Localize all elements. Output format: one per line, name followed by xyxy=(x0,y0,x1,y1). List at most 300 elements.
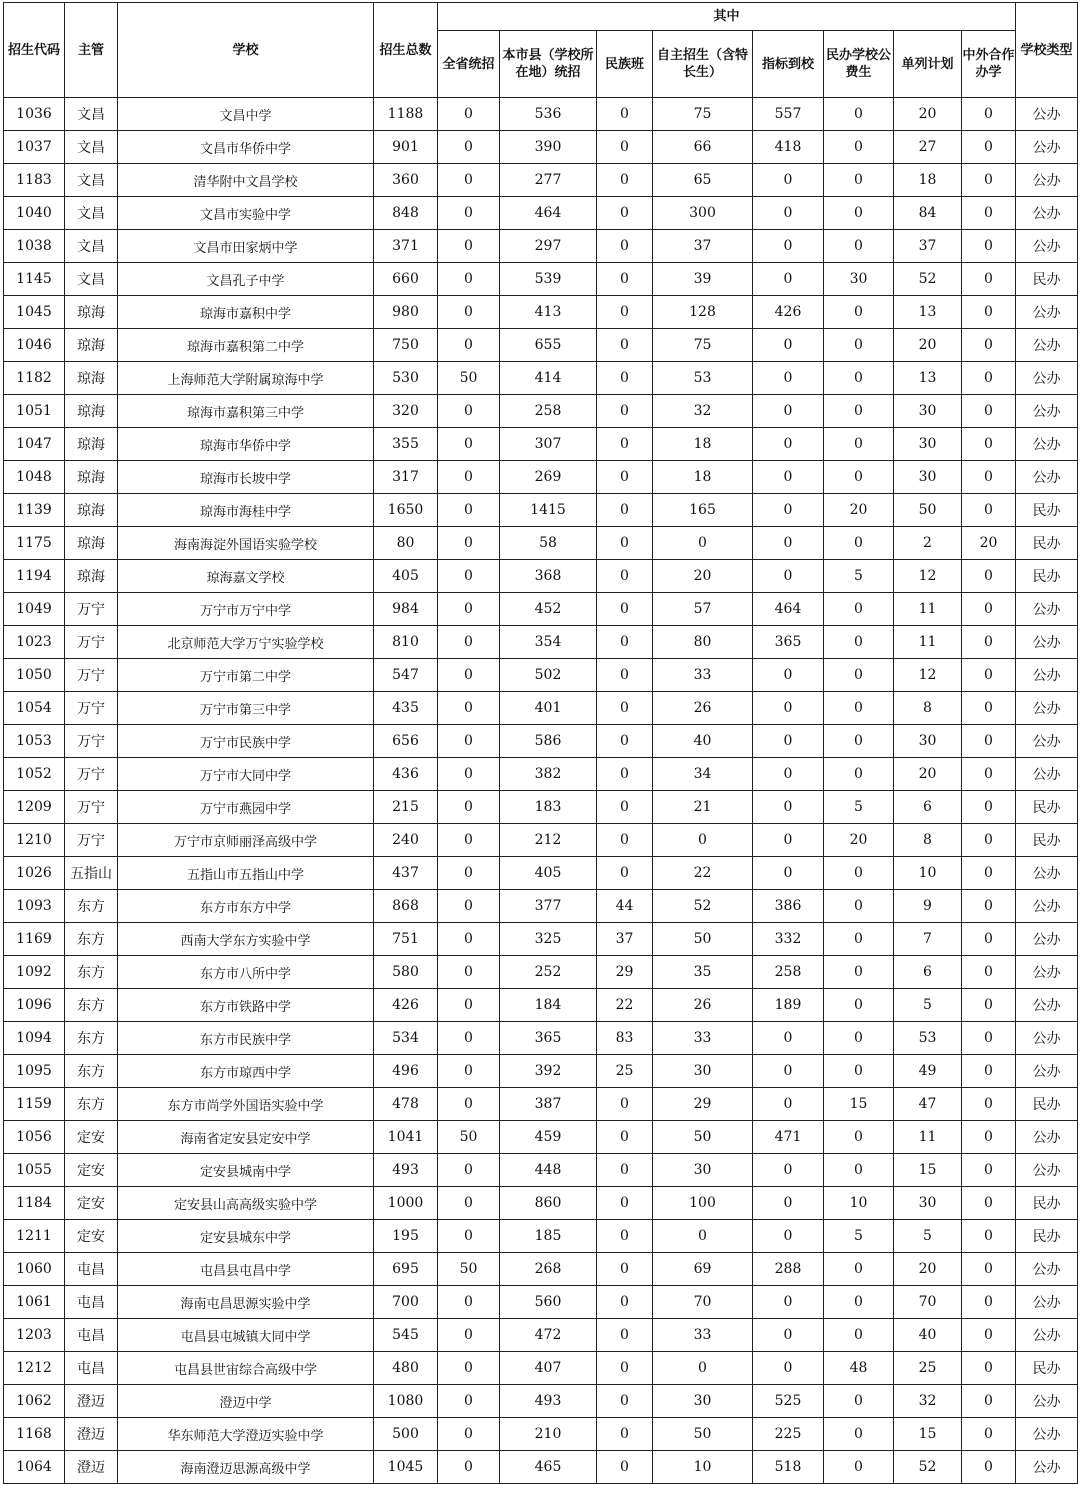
cell-local: 268 xyxy=(500,1253,597,1286)
cell-joint-venture: 0 xyxy=(962,1187,1016,1220)
cell-total: 480 xyxy=(374,1352,438,1385)
cell-school: 海南海淀外国语实验学校 xyxy=(118,527,374,560)
cell-code: 1047 xyxy=(4,428,65,461)
cell-independent: 20 xyxy=(653,560,753,593)
cell-separate-plan: 30 xyxy=(894,1187,962,1220)
cell-joint-venture: 0 xyxy=(962,923,1016,956)
cell-local: 586 xyxy=(500,725,597,758)
cell-independent: 34 xyxy=(653,758,753,791)
cell-separate-plan: 9 xyxy=(894,890,962,923)
cell-ethnic-class: 0 xyxy=(597,428,653,461)
cell-separate-plan: 15 xyxy=(894,1154,962,1187)
cell-admin: 五指山 xyxy=(65,857,118,890)
cell-type: 公办 xyxy=(1016,857,1078,890)
cell-local: 493 xyxy=(500,1385,597,1418)
cell-type: 公办 xyxy=(1016,593,1078,626)
cell-total: 436 xyxy=(374,758,438,791)
cell-independent: 26 xyxy=(653,692,753,725)
cell-separate-plan: 53 xyxy=(894,1022,962,1055)
cell-type: 公办 xyxy=(1016,164,1078,197)
cell-joint-venture: 0 xyxy=(962,890,1016,923)
cell-quota: 0 xyxy=(753,362,824,395)
cell-total: 656 xyxy=(374,725,438,758)
cell-local: 252 xyxy=(500,956,597,989)
cell-total: 580 xyxy=(374,956,438,989)
cell-code: 1183 xyxy=(4,164,65,197)
table-row xyxy=(4,659,1078,692)
cell-type: 公办 xyxy=(1016,230,1078,263)
table-row xyxy=(4,362,1078,395)
cell-total: 700 xyxy=(374,1286,438,1319)
cell-provincial: 0 xyxy=(438,956,500,989)
table-row xyxy=(4,263,1078,296)
cell-admin: 屯昌 xyxy=(65,1319,118,1352)
cell-ethnic-class: 0 xyxy=(597,1352,653,1385)
cell-code: 1194 xyxy=(4,560,65,593)
cell-total: 750 xyxy=(374,329,438,362)
cell-provincial: 0 xyxy=(438,98,500,131)
table-row xyxy=(4,1319,1078,1352)
cell-local: 277 xyxy=(500,164,597,197)
cell-type: 公办 xyxy=(1016,1418,1078,1451)
cell-total: 751 xyxy=(374,923,438,956)
cell-type: 公办 xyxy=(1016,362,1078,395)
cell-school: 澄迈中学 xyxy=(118,1385,374,1418)
cell-school: 文昌孔子中学 xyxy=(118,263,374,296)
cell-admin: 琼海 xyxy=(65,395,118,428)
cell-type: 民办 xyxy=(1016,494,1078,527)
cell-private-funded: 5 xyxy=(824,791,894,824)
table-row xyxy=(4,164,1078,197)
cell-school: 东方市东方中学 xyxy=(118,890,374,923)
cell-type: 公办 xyxy=(1016,395,1078,428)
cell-private-funded: 0 xyxy=(824,758,894,791)
cell-type: 公办 xyxy=(1016,1055,1078,1088)
cell-local: 560 xyxy=(500,1286,597,1319)
cell-type: 公办 xyxy=(1016,1022,1078,1055)
cell-private-funded: 0 xyxy=(824,164,894,197)
cell-quota: 258 xyxy=(753,956,824,989)
cell-total: 360 xyxy=(374,164,438,197)
cell-local: 185 xyxy=(500,1220,597,1253)
header-admin: 主管 xyxy=(65,3,118,98)
cell-provincial: 0 xyxy=(438,890,500,923)
table-row xyxy=(4,1088,1078,1121)
cell-quota: 189 xyxy=(753,989,824,1022)
cell-private-funded: 0 xyxy=(824,857,894,890)
cell-admin: 万宁 xyxy=(65,692,118,725)
cell-independent: 0 xyxy=(653,1352,753,1385)
cell-private-funded: 10 xyxy=(824,1187,894,1220)
cell-total: 1080 xyxy=(374,1385,438,1418)
cell-code: 1182 xyxy=(4,362,65,395)
cell-code: 1061 xyxy=(4,1286,65,1319)
cell-independent: 69 xyxy=(653,1253,753,1286)
cell-private-funded: 0 xyxy=(824,725,894,758)
cell-private-funded: 20 xyxy=(824,494,894,527)
cell-provincial: 0 xyxy=(438,329,500,362)
cell-quota: 0 xyxy=(753,428,824,461)
cell-private-funded: 30 xyxy=(824,263,894,296)
header-private-funded: 民办学校公费生 xyxy=(824,31,894,98)
table-row xyxy=(4,956,1078,989)
cell-code: 1094 xyxy=(4,1022,65,1055)
cell-type: 公办 xyxy=(1016,131,1078,164)
cell-local: 354 xyxy=(500,626,597,659)
cell-ethnic-class: 0 xyxy=(597,263,653,296)
table-row xyxy=(4,1451,1078,1484)
table-row xyxy=(4,494,1078,527)
cell-private-funded: 0 xyxy=(824,230,894,263)
cell-provincial: 0 xyxy=(438,1451,500,1484)
cell-admin: 澄迈 xyxy=(65,1451,118,1484)
cell-type: 公办 xyxy=(1016,692,1078,725)
cell-private-funded: 0 xyxy=(824,527,894,560)
cell-code: 1048 xyxy=(4,461,65,494)
cell-ethnic-class: 83 xyxy=(597,1022,653,1055)
cell-type: 公办 xyxy=(1016,1286,1078,1319)
header-quota: 指标到校 xyxy=(753,31,824,98)
cell-code: 1040 xyxy=(4,197,65,230)
cell-total: 660 xyxy=(374,263,438,296)
cell-ethnic-class: 0 xyxy=(597,758,653,791)
cell-school: 定安县山高高级实验中学 xyxy=(118,1187,374,1220)
cell-total: 547 xyxy=(374,659,438,692)
cell-joint-venture: 20 xyxy=(962,527,1016,560)
cell-ethnic-class: 0 xyxy=(597,1088,653,1121)
cell-private-funded: 0 xyxy=(824,197,894,230)
cell-local: 448 xyxy=(500,1154,597,1187)
table-row xyxy=(4,593,1078,626)
cell-code: 1175 xyxy=(4,527,65,560)
table-row xyxy=(4,791,1078,824)
cell-joint-venture: 0 xyxy=(962,1319,1016,1352)
cell-local: 184 xyxy=(500,989,597,1022)
cell-independent: 50 xyxy=(653,1418,753,1451)
cell-joint-venture: 0 xyxy=(962,1418,1016,1451)
cell-ethnic-class: 0 xyxy=(597,725,653,758)
cell-independent: 35 xyxy=(653,956,753,989)
header-code: 招生代码 xyxy=(4,3,65,98)
cell-school: 西南大学东方实验中学 xyxy=(118,923,374,956)
cell-separate-plan: 8 xyxy=(894,824,962,857)
cell-quota: 0 xyxy=(753,560,824,593)
cell-provincial: 0 xyxy=(438,131,500,164)
cell-type: 公办 xyxy=(1016,725,1078,758)
cell-independent: 33 xyxy=(653,1319,753,1352)
cell-local: 536 xyxy=(500,98,597,131)
table-row xyxy=(4,857,1078,890)
cell-provincial: 0 xyxy=(438,428,500,461)
cell-admin: 定安 xyxy=(65,1187,118,1220)
cell-independent: 10 xyxy=(653,1451,753,1484)
cell-joint-venture: 0 xyxy=(962,494,1016,527)
cell-code: 1046 xyxy=(4,329,65,362)
cell-joint-venture: 0 xyxy=(962,626,1016,659)
cell-local: 860 xyxy=(500,1187,597,1220)
cell-provincial: 0 xyxy=(438,626,500,659)
cell-provincial: 0 xyxy=(438,296,500,329)
cell-separate-plan: 15 xyxy=(894,1418,962,1451)
cell-school: 五指山市五指山中学 xyxy=(118,857,374,890)
cell-code: 1051 xyxy=(4,395,65,428)
cell-separate-plan: 30 xyxy=(894,461,962,494)
cell-school: 万宁市万宁中学 xyxy=(118,593,374,626)
cell-joint-venture: 0 xyxy=(962,1055,1016,1088)
table-row xyxy=(4,395,1078,428)
cell-separate-plan: 20 xyxy=(894,98,962,131)
cell-school: 屯昌县屯昌中学 xyxy=(118,1253,374,1286)
cell-ethnic-class: 0 xyxy=(597,692,653,725)
cell-separate-plan: 32 xyxy=(894,1385,962,1418)
cell-admin: 东方 xyxy=(65,1022,118,1055)
cell-admin: 东方 xyxy=(65,890,118,923)
cell-separate-plan: 12 xyxy=(894,560,962,593)
cell-provincial: 0 xyxy=(438,1286,500,1319)
cell-quota: 0 xyxy=(753,1187,824,1220)
cell-quota: 0 xyxy=(753,395,824,428)
cell-quota: 0 xyxy=(753,1220,824,1253)
cell-quota: 365 xyxy=(753,626,824,659)
cell-joint-venture: 0 xyxy=(962,824,1016,857)
cell-code: 1023 xyxy=(4,626,65,659)
cell-admin: 琼海 xyxy=(65,560,118,593)
cell-code: 1054 xyxy=(4,692,65,725)
cell-ethnic-class: 0 xyxy=(597,296,653,329)
cell-ethnic-class: 29 xyxy=(597,956,653,989)
cell-school: 清华附中文昌学校 xyxy=(118,164,374,197)
cell-local: 297 xyxy=(500,230,597,263)
cell-independent: 37 xyxy=(653,230,753,263)
cell-school: 万宁市大同中学 xyxy=(118,758,374,791)
cell-type: 民办 xyxy=(1016,824,1078,857)
cell-type: 民办 xyxy=(1016,1187,1078,1220)
header-joint-venture: 中外合作办学 xyxy=(962,31,1016,98)
table-row xyxy=(4,725,1078,758)
cell-joint-venture: 0 xyxy=(962,1121,1016,1154)
cell-private-funded: 0 xyxy=(824,956,894,989)
cell-code: 1050 xyxy=(4,659,65,692)
cell-school: 万宁市民族中学 xyxy=(118,725,374,758)
cell-total: 868 xyxy=(374,890,438,923)
cell-private-funded: 0 xyxy=(824,428,894,461)
cell-school: 琼海市嘉积第二中学 xyxy=(118,329,374,362)
cell-provincial: 0 xyxy=(438,263,500,296)
cell-type: 民办 xyxy=(1016,1088,1078,1121)
cell-code: 1045 xyxy=(4,296,65,329)
enrollment-table xyxy=(3,2,1078,1484)
cell-separate-plan: 30 xyxy=(894,428,962,461)
cell-code: 1210 xyxy=(4,824,65,857)
cell-independent: 100 xyxy=(653,1187,753,1220)
cell-joint-venture: 0 xyxy=(962,1154,1016,1187)
cell-independent: 18 xyxy=(653,428,753,461)
cell-ethnic-class: 0 xyxy=(597,560,653,593)
table-row xyxy=(4,1187,1078,1220)
cell-provincial: 50 xyxy=(438,1253,500,1286)
cell-school: 文昌市华侨中学 xyxy=(118,131,374,164)
cell-code: 1038 xyxy=(4,230,65,263)
cell-private-funded: 0 xyxy=(824,626,894,659)
cell-joint-venture: 0 xyxy=(962,329,1016,362)
cell-independent: 21 xyxy=(653,791,753,824)
cell-type: 公办 xyxy=(1016,1253,1078,1286)
cell-provincial: 0 xyxy=(438,1385,500,1418)
table-row xyxy=(4,692,1078,725)
header-ethnic-class: 民族班 xyxy=(597,31,653,98)
cell-admin: 定安 xyxy=(65,1220,118,1253)
cell-ethnic-class: 0 xyxy=(597,791,653,824)
cell-total: 240 xyxy=(374,824,438,857)
cell-ethnic-class: 0 xyxy=(597,1220,653,1253)
cell-total: 984 xyxy=(374,593,438,626)
cell-local: 183 xyxy=(500,791,597,824)
table-row xyxy=(4,824,1078,857)
cell-quota: 0 xyxy=(753,1352,824,1385)
cell-private-funded: 0 xyxy=(824,1451,894,1484)
cell-admin: 琼海 xyxy=(65,428,118,461)
cell-code: 1026 xyxy=(4,857,65,890)
cell-ethnic-class: 0 xyxy=(597,1253,653,1286)
cell-admin: 屯昌 xyxy=(65,1352,118,1385)
cell-independent: 53 xyxy=(653,362,753,395)
cell-independent: 26 xyxy=(653,989,753,1022)
cell-separate-plan: 70 xyxy=(894,1286,962,1319)
header-provincial: 全省统招 xyxy=(438,31,500,98)
cell-provincial: 0 xyxy=(438,989,500,1022)
cell-joint-venture: 0 xyxy=(962,164,1016,197)
cell-private-funded: 0 xyxy=(824,593,894,626)
cell-independent: 65 xyxy=(653,164,753,197)
cell-admin: 琼海 xyxy=(65,296,118,329)
cell-private-funded: 0 xyxy=(824,1286,894,1319)
cell-provincial: 0 xyxy=(438,692,500,725)
table-row xyxy=(4,626,1078,659)
cell-provincial: 0 xyxy=(438,461,500,494)
cell-type: 公办 xyxy=(1016,890,1078,923)
cell-total: 530 xyxy=(374,362,438,395)
cell-school: 海南澄迈思源高级中学 xyxy=(118,1451,374,1484)
cell-quota: 0 xyxy=(753,857,824,890)
header-group: 其中 xyxy=(438,3,1016,31)
cell-independent: 33 xyxy=(653,1022,753,1055)
cell-admin: 琼海 xyxy=(65,329,118,362)
cell-admin: 万宁 xyxy=(65,659,118,692)
cell-private-funded: 0 xyxy=(824,1418,894,1451)
cell-independent: 0 xyxy=(653,824,753,857)
cell-private-funded: 0 xyxy=(824,692,894,725)
cell-local: 413 xyxy=(500,296,597,329)
cell-independent: 18 xyxy=(653,461,753,494)
header-school: 学校 xyxy=(118,3,374,98)
cell-total: 317 xyxy=(374,461,438,494)
cell-code: 1211 xyxy=(4,1220,65,1253)
cell-quota: 0 xyxy=(753,164,824,197)
cell-ethnic-class: 0 xyxy=(597,461,653,494)
cell-provincial: 0 xyxy=(438,164,500,197)
cell-type: 民办 xyxy=(1016,527,1078,560)
cell-type: 公办 xyxy=(1016,626,1078,659)
cell-ethnic-class: 0 xyxy=(597,1319,653,1352)
cell-private-funded: 0 xyxy=(824,989,894,1022)
cell-independent: 75 xyxy=(653,329,753,362)
table-row xyxy=(4,1385,1078,1418)
cell-separate-plan: 47 xyxy=(894,1088,962,1121)
cell-admin: 东方 xyxy=(65,1055,118,1088)
cell-admin: 东方 xyxy=(65,989,118,1022)
cell-provincial: 0 xyxy=(438,1418,500,1451)
cell-school: 海南屯昌思源实验中学 xyxy=(118,1286,374,1319)
cell-local: 459 xyxy=(500,1121,597,1154)
cell-ethnic-class: 0 xyxy=(597,824,653,857)
cell-local: 269 xyxy=(500,461,597,494)
cell-type: 民办 xyxy=(1016,1352,1078,1385)
cell-provincial: 50 xyxy=(438,362,500,395)
cell-code: 1064 xyxy=(4,1451,65,1484)
cell-quota: 0 xyxy=(753,230,824,263)
cell-quota: 0 xyxy=(753,725,824,758)
cell-type: 民办 xyxy=(1016,263,1078,296)
cell-quota: 0 xyxy=(753,1055,824,1088)
cell-admin: 文昌 xyxy=(65,98,118,131)
cell-school: 琼海市海桂中学 xyxy=(118,494,374,527)
cell-independent: 50 xyxy=(653,1121,753,1154)
cell-private-funded: 0 xyxy=(824,131,894,164)
cell-type: 公办 xyxy=(1016,1154,1078,1187)
cell-code: 1095 xyxy=(4,1055,65,1088)
cell-private-funded: 20 xyxy=(824,824,894,857)
cell-admin: 琼海 xyxy=(65,461,118,494)
table-row xyxy=(4,329,1078,362)
cell-type: 公办 xyxy=(1016,1451,1078,1484)
cell-school: 琼海市嘉积第三中学 xyxy=(118,395,374,428)
cell-joint-venture: 0 xyxy=(962,461,1016,494)
cell-private-funded: 0 xyxy=(824,329,894,362)
cell-private-funded: 0 xyxy=(824,296,894,329)
cell-code: 1159 xyxy=(4,1088,65,1121)
cell-private-funded: 0 xyxy=(824,395,894,428)
cell-school: 东方市八所中学 xyxy=(118,956,374,989)
cell-local: 307 xyxy=(500,428,597,461)
cell-private-funded: 0 xyxy=(824,362,894,395)
cell-separate-plan: 52 xyxy=(894,263,962,296)
cell-joint-venture: 0 xyxy=(962,989,1016,1022)
cell-independent: 22 xyxy=(653,857,753,890)
cell-local: 210 xyxy=(500,1418,597,1451)
cell-school: 北京师范大学万宁实验学校 xyxy=(118,626,374,659)
cell-type: 公办 xyxy=(1016,989,1078,1022)
cell-admin: 澄迈 xyxy=(65,1385,118,1418)
cell-type: 民办 xyxy=(1016,791,1078,824)
cell-local: 387 xyxy=(500,1088,597,1121)
cell-separate-plan: 11 xyxy=(894,1121,962,1154)
cell-type: 公办 xyxy=(1016,98,1078,131)
cell-provincial: 0 xyxy=(438,560,500,593)
cell-provincial: 0 xyxy=(438,824,500,857)
cell-local: 465 xyxy=(500,1451,597,1484)
cell-code: 1053 xyxy=(4,725,65,758)
table-row xyxy=(4,989,1078,1022)
cell-total: 810 xyxy=(374,626,438,659)
cell-private-funded: 0 xyxy=(824,890,894,923)
cell-joint-venture: 0 xyxy=(962,1385,1016,1418)
cell-admin: 屯昌 xyxy=(65,1253,118,1286)
table-row xyxy=(4,1121,1078,1154)
cell-ethnic-class: 37 xyxy=(597,923,653,956)
cell-quota: 464 xyxy=(753,593,824,626)
header-row-top xyxy=(4,3,1078,31)
cell-code: 1055 xyxy=(4,1154,65,1187)
